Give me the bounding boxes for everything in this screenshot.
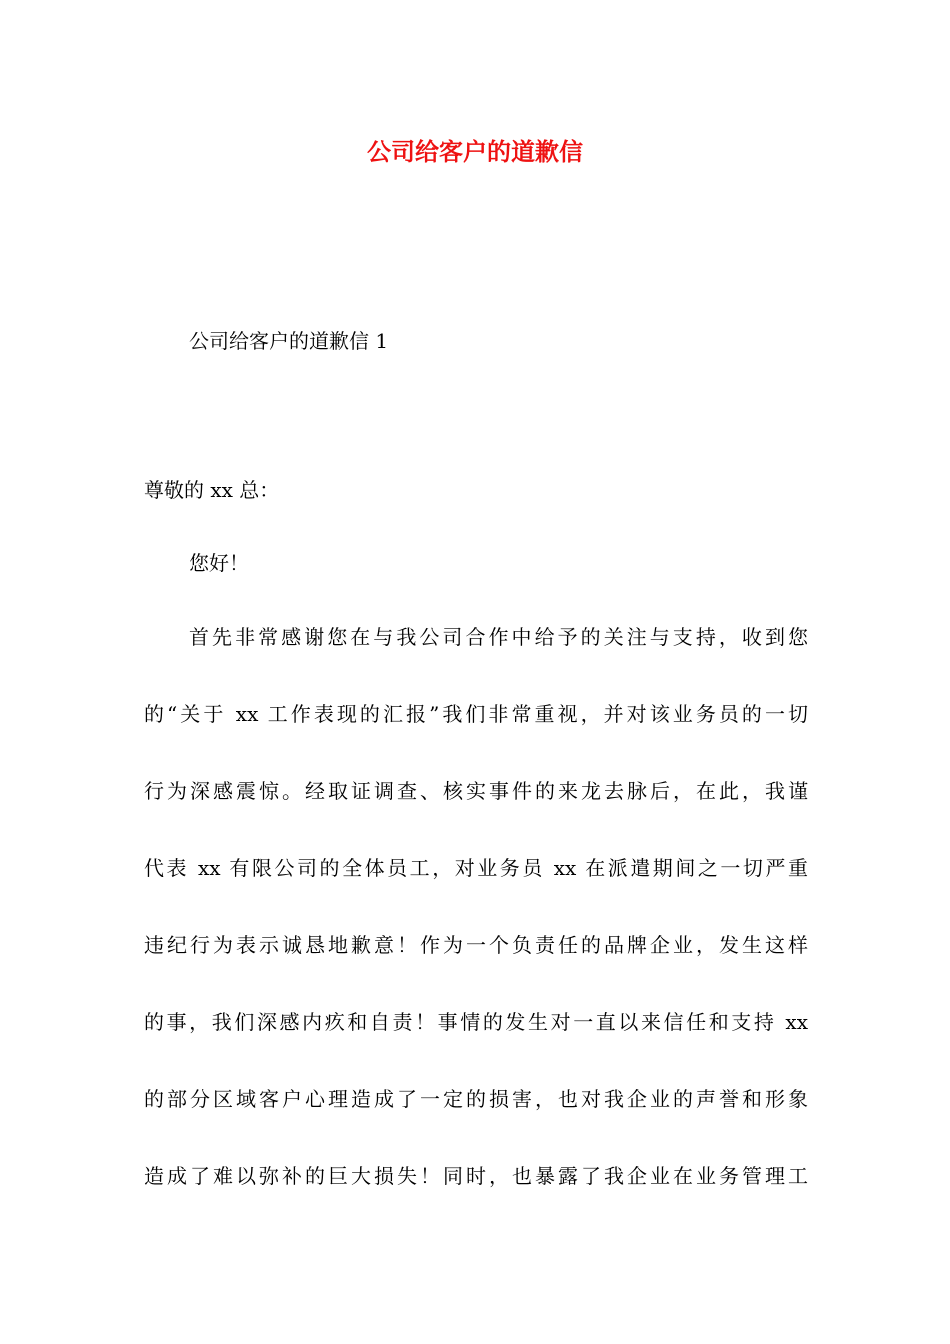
body-line: 违纪行为表示诚恳地歉意！作为一个负责任的品牌企业，发生这样 — [144, 933, 808, 957]
body-line: 的部分区域客户心理造成了一定的损害，也对我企业的声誉和形象 — [144, 1087, 808, 1111]
body-line: 行为深感震惊。经取证调查、核实事件的来龙去脉后，在此，我谨 — [144, 779, 808, 803]
section-heading: 公司给客户的道歉信 1 — [189, 329, 389, 353]
greeting: 您好！ — [189, 551, 249, 575]
body-line: 代表 xx 有限公司的全体员工，对业务员 xx 在派遣期间之一切严重 — [144, 856, 808, 880]
body-paragraph — [144, 621, 808, 1237]
body-line: 造成了难以弥补的巨大损失！同时，也暴露了我企业在业务管理工 — [144, 1164, 808, 1188]
body-line: 的“关于 xx 工作表现的汇报”我们非常重视，并对该业务员的一切 — [144, 702, 808, 726]
body-line: 的事，我们深感内疚和自责！事情的发生对一直以来信任和支持 xx — [144, 1010, 808, 1034]
document-title: 公司给客户的道歉信 — [367, 138, 583, 166]
salutation: 尊敬的 xx 总： — [144, 478, 280, 502]
body-line: 首先非常感谢您在与我公司合作中给予的关注与支持，收到您 — [189, 625, 808, 649]
